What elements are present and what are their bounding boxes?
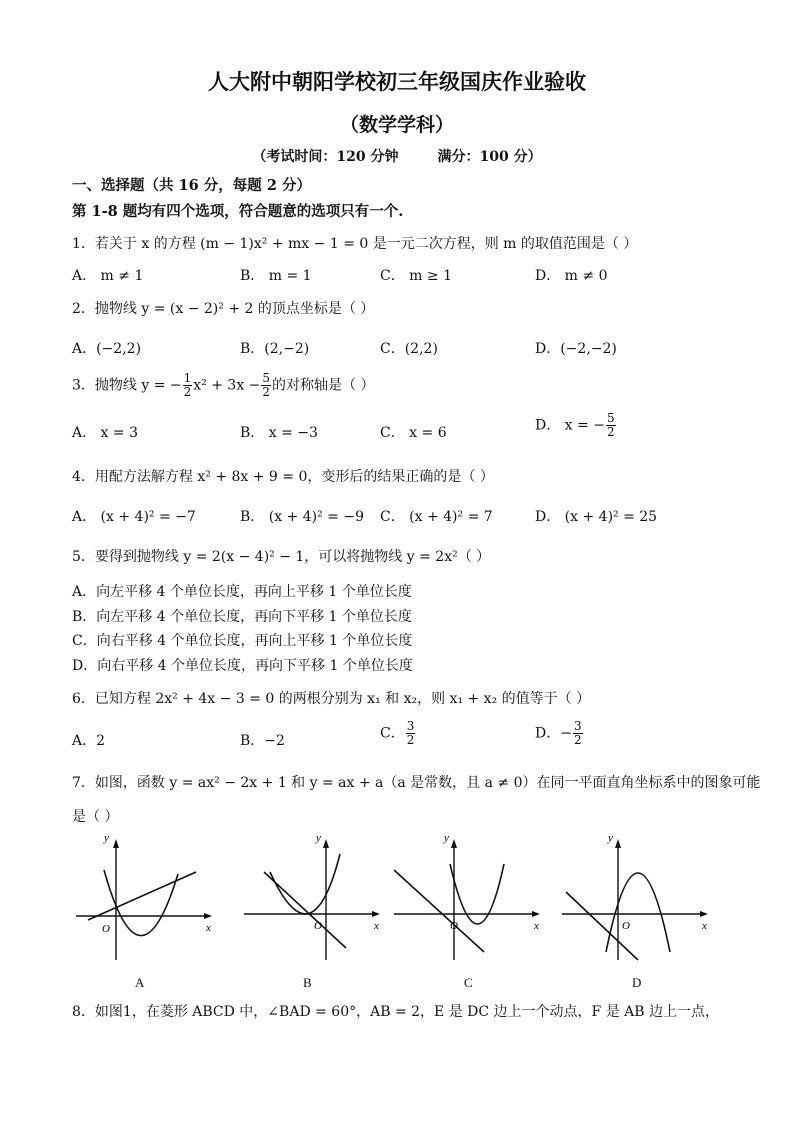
section-heading: 一、选择题（共 16 分，每题 2 分） — [72, 177, 311, 194]
q4-option-b: B． (x + 4)² = −9 — [240, 509, 364, 525]
q6-optd-fraction — [573, 720, 583, 747]
q6-optd-numerator: 3 — [573, 719, 582, 733]
q3-frac2-numerator: 5 — [262, 371, 271, 385]
q3-stem-part-a: 3．抛物线 y = − — [72, 377, 182, 394]
q5-option-a: A．向左平移 4 个单位长度，再向上平移 1 个单位长度 — [72, 584, 412, 600]
q7-graph-b — [242, 834, 382, 964]
q3-option-a: A． x = 3 — [72, 425, 138, 441]
graph-b-x-arrow — [372, 911, 380, 917]
q4-option-a: A． (x + 4)² = −7 — [72, 509, 196, 525]
q2-option-b: B．(2,−2) — [240, 341, 310, 357]
q5-option-c: C．向右平移 4 个单位长度，再向上平移 1 个单位长度 — [72, 633, 413, 649]
question-2-stem: 2．抛物线 y = (x − 2)² + 2 的顶点坐标是（ ） — [72, 301, 375, 317]
q3-optd-numerator: 5 — [606, 411, 615, 425]
q6-option-b: B．−2 — [240, 733, 285, 749]
section-note: 第 1-8 题均有四个选项，符合题意的选项只有一个. — [72, 203, 404, 220]
graph-b-y-arrow — [323, 839, 329, 848]
q7-graph-c-caption: C — [464, 975, 473, 990]
question-7-stem-line1: 7．如图，函数 y = ax² − 2x + 1 和 y = ax + a（a 是常数，且 a ≠ 0）在同一平面直角坐标系中的图象可能 — [72, 775, 761, 791]
graph-c-parabola — [450, 864, 504, 924]
q2-option-c: C．(2,2) — [380, 341, 438, 357]
q6-option-d-label: D．− — [535, 725, 572, 742]
subject-title: （数学学科） — [339, 114, 454, 136]
q7-graph-d — [560, 834, 710, 964]
graph-b-line — [264, 872, 346, 948]
question-6-stem: 6．已知方程 2x² + 4x − 3 = 0 的两根分别为 x₁ 和 x₂，则 x₁ + x₂ 的值等于（ ） — [72, 691, 591, 707]
graph-c-y-label: y — [444, 834, 449, 844]
graph-d-y-label: y — [608, 834, 613, 844]
question-1-stem: 1．若关于 x 的方程 (m − 1)x² + mx − 1 = 0 是一元二次方程，则 m 的取值范围是（ ） — [72, 236, 638, 252]
graph-a-line — [88, 872, 196, 920]
q2-option-a: A．(−2,2) — [72, 341, 142, 357]
q3-option-b: B． x = −3 — [240, 425, 318, 441]
q6-option-d — [535, 720, 584, 747]
q6-option-c-label: C． — [380, 725, 405, 742]
q3-option-c: C． x = 6 — [380, 425, 447, 441]
graph-b-origin-label: O — [314, 920, 322, 932]
q3-frac1-numerator: 1 — [183, 371, 192, 385]
graph-a-y-label: y — [104, 834, 109, 844]
q7-graph-a — [74, 834, 214, 964]
q4-option-d: D． (x + 4)² = 25 — [535, 509, 658, 525]
graph-a-x-label: x — [206, 922, 211, 934]
q6-option-a: A．2 — [72, 733, 106, 749]
graph-d-x-arrow — [700, 911, 708, 917]
q3-fraction-2 — [261, 372, 271, 399]
q3-frac1-denominator: 2 — [183, 385, 192, 399]
q7-graph-b-caption: B — [303, 975, 312, 990]
q3-optd-fraction — [606, 412, 616, 439]
q6-optc-numerator: 3 — [406, 719, 415, 733]
q5-option-b: B．向左平移 4 个单位长度，再向下平移 1 个单位长度 — [72, 609, 412, 625]
q3-optd-denominator: 2 — [606, 425, 615, 439]
q3-stem-part-c: 的对称轴是（ ） — [272, 377, 375, 394]
q6-optc-fraction — [406, 720, 416, 747]
graph-c-origin-label: O — [450, 920, 458, 932]
graph-c-x-arrow — [532, 911, 540, 917]
graph-c-x-label: x — [534, 920, 539, 932]
q7-graph-c — [392, 834, 542, 964]
q1-option-d: D． m ≠ 0 — [535, 268, 608, 284]
q6-option-c — [380, 720, 416, 747]
exam-info: （考试时间：120 分钟 满分：100 分） — [252, 149, 542, 165]
graph-d-y-arrow — [615, 839, 621, 848]
q5-option-d: D．向右平移 4 个单位长度，再向下平移 1 个单位长度 — [72, 658, 413, 674]
q1-option-a: A． m ≠ 1 — [72, 268, 144, 284]
q3-frac2-denominator: 2 — [262, 385, 271, 399]
graph-c-y-arrow — [451, 839, 457, 848]
question-4-stem: 4．用配方法解方程 x² + 8x + 9 = 0，变形后的结果正确的是（ ） — [72, 469, 494, 485]
q7-graph-d-caption: D — [632, 975, 642, 990]
q6-optd-denominator: 2 — [573, 733, 582, 747]
q3-option-d — [535, 412, 617, 439]
graph-a-y-arrow — [113, 839, 119, 848]
q3-stem-part-b: x² + 3x − — [193, 377, 261, 394]
q3-fraction-1 — [183, 372, 193, 399]
graph-b-x-label: x — [374, 920, 379, 932]
graph-a-origin-label: O — [102, 923, 110, 935]
graph-d-origin-label: O — [622, 920, 630, 932]
q2-option-d: D．(−2,−2) — [535, 341, 617, 357]
q7-graph-a-caption: A — [135, 975, 145, 990]
graph-d-parabola — [606, 873, 670, 952]
question-7-stem-line2: 是（ ） — [72, 809, 119, 825]
question-3-stem — [72, 372, 375, 399]
question-8-stem: 8．如图1，在菱形 ABCD 中，∠BAD = 60°，AB = 2，E 是 DC 边上一个动点，F 是 AB 边上一点， — [72, 1004, 720, 1020]
page-title: 人大附中朝阳学校初三年级国庆作业验收 — [208, 69, 586, 94]
graph-a-parabola — [104, 870, 178, 936]
q3-option-d-label: D． x = − — [535, 417, 605, 434]
graph-c-line — [394, 870, 484, 952]
graph-a-x-arrow — [204, 913, 212, 919]
q4-option-c: C． (x + 4)² = 7 — [380, 509, 493, 525]
q1-option-b: B． m = 1 — [240, 268, 312, 284]
question-5-stem: 5．要得到抛物线 y = 2(x − 4)² − 1，可以将抛物线 y = 2x²（ ） — [72, 549, 491, 565]
graph-b-y-label: y — [316, 834, 321, 844]
q6-optc-denominator: 2 — [406, 733, 415, 747]
graph-d-x-label: x — [702, 920, 707, 932]
graph-b-parabola — [270, 854, 340, 914]
q1-option-c: C． m ≥ 1 — [380, 268, 452, 284]
